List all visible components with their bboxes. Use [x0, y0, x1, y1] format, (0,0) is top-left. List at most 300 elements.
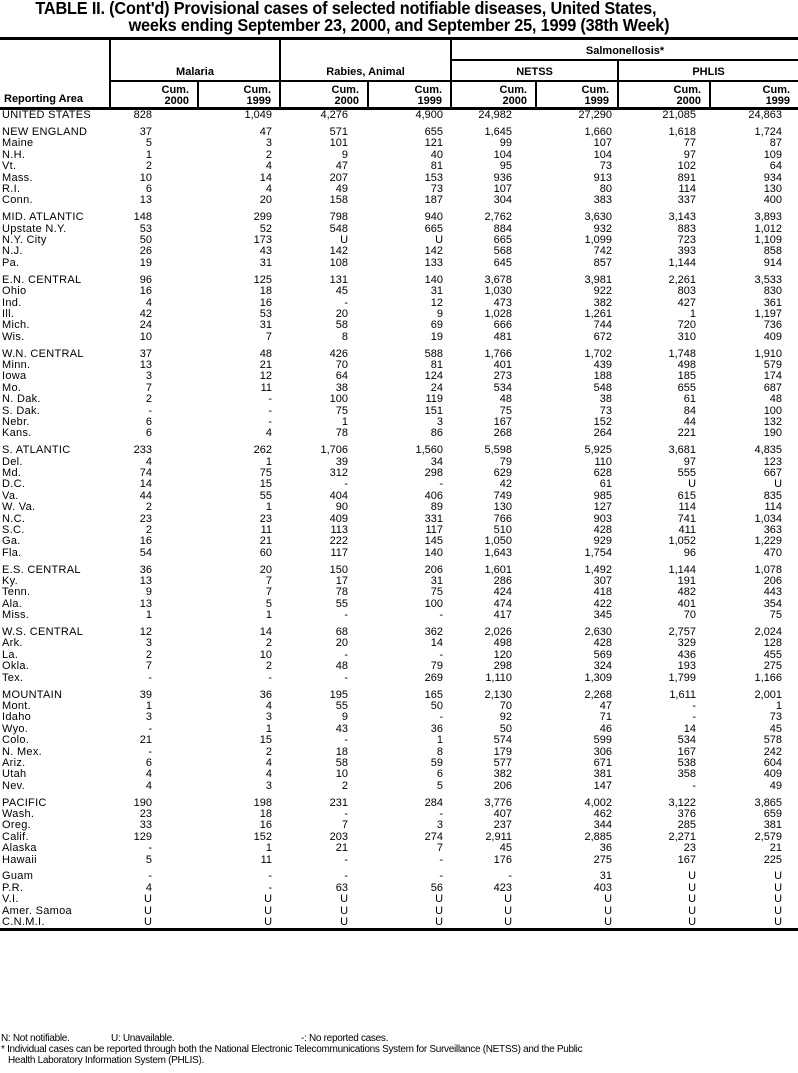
reporting-area-cell: Mich. — [2, 319, 30, 332]
value-cell: 1,702 — [584, 347, 613, 360]
value-cell: 555 — [677, 467, 697, 480]
value-cell: 548 — [593, 381, 613, 394]
value-cell: 140 — [424, 273, 444, 286]
value-cell: 37 — [139, 126, 152, 139]
value-cell: 49 — [335, 183, 349, 196]
value-cell: 114 — [764, 501, 783, 514]
value-cell: 48 — [335, 660, 349, 673]
value-cell: 345 — [593, 609, 613, 622]
table-row — [0, 780, 798, 791]
value-cell: 23 — [139, 807, 152, 820]
value-cell: 73 — [599, 404, 613, 417]
value-cell: 5 — [145, 137, 152, 150]
value-cell: 13 — [139, 575, 152, 588]
value-cell: 87 — [769, 137, 783, 150]
value-cell: 16 — [139, 535, 152, 548]
value-cell: 393 — [677, 245, 697, 258]
table-row — [0, 905, 798, 916]
value-cell: - — [344, 671, 349, 684]
value-cell: 20 — [335, 637, 349, 650]
value-cell: 56 — [430, 881, 444, 894]
value-cell: 24,982 — [478, 109, 513, 122]
value-cell: 50 — [139, 234, 152, 247]
value-cell: U — [688, 870, 697, 883]
value-cell: 1 — [436, 734, 444, 747]
value-cell: 1,309 — [584, 671, 613, 684]
value-cell: 7 — [265, 575, 273, 588]
value-cell: 936 — [493, 171, 513, 184]
value-cell: 81 — [430, 160, 444, 173]
value-cell: 1,030 — [484, 285, 513, 298]
value-cell: 588 — [424, 347, 444, 360]
value-cell: 304 — [493, 194, 513, 207]
value-cell: 78 — [335, 586, 349, 599]
value-cell: 152 — [593, 415, 613, 428]
reporting-area-cell: W.S. CENTRAL — [2, 626, 84, 639]
table-row — [0, 871, 798, 882]
value-cell: - — [268, 881, 273, 894]
reporting-area-cell: Ark. — [2, 637, 23, 650]
value-cell: 206 — [763, 575, 783, 588]
value-cell: U — [451, 917, 536, 930]
value-cell: 19 — [139, 256, 152, 269]
value-cell: 47 — [599, 699, 613, 712]
reporting-area-cell: Nebr. — [2, 415, 30, 428]
table-row — [0, 672, 798, 683]
value-cell: 1,034 — [754, 512, 783, 525]
value-cell: 52 — [259, 222, 273, 235]
value-cell: 153 — [424, 171, 444, 184]
reporting-area-cell: Calif. — [2, 830, 29, 843]
value-cell: 903 — [593, 512, 613, 525]
value-cell: 1,144 — [668, 563, 697, 576]
value-cell: 10 — [139, 171, 152, 184]
value-cell: 99 — [499, 137, 513, 150]
value-cell: 26 — [139, 245, 152, 258]
value-cell: 2 — [145, 648, 152, 661]
value-cell: U — [710, 917, 798, 930]
value-cell: 406 — [424, 489, 444, 502]
value-cell: 409 — [763, 768, 783, 781]
value-cell: 70 — [335, 359, 349, 371]
value-cell: 18 — [259, 285, 273, 298]
value-cell: 1 — [265, 722, 273, 735]
value-cell: 24,863 — [748, 109, 783, 122]
value-cell: 439 — [593, 359, 613, 371]
value-cell: 54 — [139, 546, 152, 559]
table-row — [0, 320, 798, 331]
value-cell: 14 — [139, 478, 152, 491]
value-cell: 14 — [430, 637, 444, 650]
value-cell: 629 — [493, 467, 513, 480]
value-cell: 21 — [259, 359, 273, 371]
reporting-area-cell: UNITED STATES — [2, 109, 92, 122]
value-cell: 188 — [593, 370, 613, 383]
value-cell: 383 — [593, 194, 613, 207]
value-cell: 73 — [769, 711, 783, 724]
reporting-area-cell: Fla. — [2, 546, 22, 559]
value-cell: - — [268, 393, 273, 406]
value-cell: 3 — [145, 637, 152, 650]
value-cell: 142 — [329, 245, 349, 258]
value-cell: 4,900 — [415, 109, 444, 122]
reporting-area-cell: Okla. — [2, 660, 30, 673]
value-cell: 36 — [599, 842, 613, 855]
value-cell: 2,268 — [584, 688, 613, 701]
value-cell: 742 — [593, 245, 613, 258]
value-cell: 100 — [329, 393, 349, 406]
table-row — [0, 286, 798, 297]
value-cell: 6 — [145, 183, 152, 196]
value-cell: 74 — [139, 467, 152, 480]
value-cell: 31 — [599, 870, 613, 883]
value-cell: 264 — [593, 427, 613, 440]
value-cell: 31 — [259, 256, 273, 269]
value-cell: 2,885 — [584, 830, 613, 843]
table-row — [0, 701, 798, 712]
value-cell: 1 — [145, 609, 152, 622]
value-cell: U — [198, 917, 280, 930]
value-cell: 75 — [259, 467, 273, 480]
value-cell: 69 — [430, 319, 444, 332]
value-cell: 198 — [253, 796, 273, 809]
value-cell: 4 — [145, 779, 152, 792]
table-row — [0, 127, 798, 138]
value-cell: 5 — [265, 597, 273, 610]
reporting-area-cell: N.J. — [2, 245, 23, 258]
value-cell: U — [536, 917, 618, 930]
value-cell: - — [439, 807, 444, 820]
reporting-area-cell: V.I. — [2, 893, 19, 906]
value-cell: 34 — [430, 455, 444, 468]
value-cell: 131 — [329, 273, 349, 286]
value-cell: 97 — [683, 455, 697, 468]
value-cell: 3,981 — [584, 273, 613, 286]
value-cell: 940 — [424, 211, 444, 224]
value-cell: 42 — [139, 307, 152, 320]
value-cell: 20 — [335, 307, 349, 320]
value-cell: 1,601 — [484, 563, 513, 576]
value-cell: 361 — [763, 296, 783, 309]
reporting-area-cell: Ga. — [2, 535, 21, 548]
value-cell: U — [604, 904, 613, 917]
table-row — [0, 843, 798, 854]
header-phlis-2000: Cum. 2000 — [618, 81, 710, 109]
value-cell: 324 — [593, 660, 613, 673]
value-cell: 21,085 — [662, 109, 697, 122]
table-row — [0, 832, 798, 843]
value-cell: 1,660 — [584, 126, 613, 139]
value-cell: - — [344, 648, 349, 661]
value-cell: - — [344, 609, 349, 622]
value-cell: 473 — [493, 296, 513, 309]
value-cell: 985 — [593, 489, 613, 502]
value-cell: 1,099 — [584, 234, 613, 247]
value-cell: 18 — [335, 745, 349, 758]
value-cell: 79 — [430, 660, 444, 673]
value-cell: 312 — [329, 467, 349, 480]
value-cell: 2 — [265, 745, 273, 758]
value-cell: 145 — [424, 535, 444, 548]
value-cell: 3 — [145, 370, 152, 383]
table-row — [0, 332, 798, 343]
value-cell: 2,911 — [485, 830, 513, 843]
value-cell: 1 — [265, 501, 273, 514]
value-cell: 6 — [145, 427, 152, 440]
reporting-area-cell: Ky. — [2, 575, 18, 588]
reporting-area-cell: N.H. — [2, 148, 26, 161]
reporting-area-cell: R.I. — [2, 183, 21, 196]
value-cell: 101 — [329, 137, 349, 150]
value-cell: - — [148, 404, 152, 417]
reporting-area-cell: Mont. — [2, 699, 32, 712]
value-cell: 124 — [424, 370, 444, 383]
value-cell: 24 — [139, 319, 152, 332]
value-cell: 75 — [769, 609, 783, 622]
value-cell: 423 — [493, 881, 513, 894]
table-row — [0, 894, 798, 905]
value-cell: 481 — [493, 330, 513, 343]
value-cell: 140 — [424, 546, 444, 559]
value-cell: 4,002 — [584, 796, 613, 809]
reporting-area-cell: Md. — [2, 467, 22, 480]
value-cell: 3,678 — [484, 273, 513, 286]
value-cell: 2 — [265, 148, 273, 161]
value-cell: U — [774, 904, 783, 917]
value-cell: 400 — [763, 194, 783, 207]
value-cell: 482 — [677, 586, 697, 599]
value-cell: 4 — [145, 455, 152, 468]
value-cell: 2,024 — [754, 626, 783, 639]
value-cell: - — [148, 745, 152, 758]
value-cell: 7 — [436, 842, 444, 855]
value-cell: 1,910 — [754, 347, 783, 360]
value-cell: 1,110 — [485, 671, 513, 684]
value-cell: 43 — [335, 722, 349, 735]
value-cell: 2,130 — [484, 688, 513, 701]
value-cell: 687 — [763, 381, 783, 394]
table-row — [0, 638, 798, 649]
value-cell: 61 — [599, 478, 613, 491]
value-cell: 443 — [763, 586, 783, 599]
value-cell: 152 — [253, 830, 273, 843]
value-cell: 401 — [677, 597, 697, 610]
value-cell: 110 — [594, 455, 613, 468]
footnote-asterisk-1: * Individual cases can be reported through both the National Electronic Telecommunications System for Surveillance (NETSS) and the Public — [1, 1044, 583, 1055]
value-cell: 117 — [330, 546, 349, 559]
value-cell: 744 — [593, 319, 613, 332]
value-cell: 3,122 — [668, 796, 697, 809]
value-cell: 195 — [329, 688, 349, 701]
value-cell: 44 — [683, 415, 697, 428]
table-row — [0, 383, 798, 394]
value-cell: 286 — [493, 575, 513, 588]
value-cell: 579 — [763, 359, 783, 371]
reporting-area-cell: Ohio — [2, 285, 27, 298]
value-cell: U — [688, 881, 697, 894]
value-cell: 2 — [145, 160, 152, 173]
value-cell: 1,643 — [484, 546, 513, 559]
value-cell: 173 — [253, 234, 273, 247]
value-cell: 6 — [145, 415, 152, 428]
value-cell: 666 — [493, 319, 513, 332]
value-cell: 4 — [145, 296, 152, 309]
value-cell: 723 — [677, 234, 697, 247]
value-cell: U — [688, 893, 697, 906]
reporting-area-cell: Wis. — [2, 330, 25, 343]
table-row — [0, 712, 798, 723]
value-cell: 1 — [145, 699, 152, 712]
value-cell: 58 — [335, 319, 349, 332]
value-cell: 96 — [139, 273, 152, 286]
value-cell: - — [508, 870, 513, 883]
value-cell: 167 — [493, 415, 513, 428]
reporting-area-cell: Conn. — [2, 194, 33, 207]
value-cell: 7 — [145, 660, 152, 673]
value-cell: 1 — [265, 842, 273, 855]
value-cell: 1,492 — [584, 563, 613, 576]
header-netss-2000: Cum. 2000 — [451, 81, 536, 109]
value-cell: 128 — [763, 637, 783, 650]
value-cell: 15 — [259, 734, 273, 747]
value-cell: 269 — [424, 671, 444, 684]
value-cell: 49 — [769, 779, 783, 792]
value-cell: 913 — [593, 171, 613, 184]
value-cell: 11 — [260, 523, 273, 536]
reporting-area-cell: Mo. — [2, 381, 22, 394]
value-cell: 409 — [763, 330, 783, 343]
reporting-area-cell: Del. — [2, 455, 23, 468]
table-row — [0, 212, 798, 223]
value-cell: 45 — [769, 722, 783, 735]
value-cell: 3 — [436, 819, 444, 832]
value-cell: 655 — [424, 126, 444, 139]
value-cell: 18 — [259, 807, 273, 820]
value-cell: 125 — [253, 273, 273, 286]
value-cell: 275 — [593, 853, 613, 866]
value-cell: 16 — [139, 285, 152, 298]
value-cell: 665 — [493, 234, 513, 247]
reporting-area-cell: N.Y. City — [2, 234, 47, 247]
value-cell: 43 — [259, 245, 273, 258]
reporting-area-cell: Mass. — [2, 171, 33, 184]
value-cell: 2,762 — [484, 211, 513, 224]
reporting-area-cell: La. — [2, 648, 19, 661]
value-cell: 1,748 — [668, 347, 697, 360]
reporting-area-cell: Va. — [2, 489, 19, 502]
value-cell: 2,026 — [484, 626, 513, 639]
value-cell: 306 — [593, 745, 613, 758]
value-cell: 4 — [265, 699, 273, 712]
value-cell: 70 — [499, 699, 513, 712]
value-cell: - — [268, 671, 273, 684]
value-cell: 404 — [329, 489, 349, 502]
table-row — [0, 161, 798, 172]
reporting-area-cell: Ala. — [2, 597, 23, 610]
value-cell: 58 — [335, 756, 349, 769]
reporting-area-cell: E.S. CENTRAL — [2, 563, 81, 576]
table-row — [0, 445, 798, 456]
reporting-area-cell: Utah — [2, 768, 27, 781]
value-cell: 167 — [677, 853, 697, 866]
value-cell: 262 — [253, 444, 273, 457]
value-cell: 80 — [599, 183, 613, 196]
table-row — [0, 195, 798, 206]
value-cell: 108 — [329, 256, 349, 269]
value-cell: 130 — [763, 183, 783, 196]
value-cell: 231 — [329, 796, 349, 809]
value-cell: 426 — [329, 347, 349, 360]
value-cell: 1,560 — [415, 444, 444, 457]
value-cell: 107 — [493, 183, 513, 196]
value-cell: 233 — [133, 444, 152, 457]
value-cell: 427 — [677, 296, 697, 309]
table-row — [0, 854, 798, 865]
table-row — [0, 587, 798, 598]
value-cell: 129 — [133, 830, 152, 843]
value-cell: 14 — [259, 626, 273, 639]
value-cell: 207 — [329, 171, 349, 184]
value-cell: 275 — [763, 660, 783, 673]
header-phlis-1999: Cum. 1999 — [710, 81, 798, 109]
value-cell: 71 — [599, 711, 613, 724]
value-cell: 185 — [677, 370, 697, 383]
value-cell: 10 — [259, 648, 273, 661]
value-cell: 4,276 — [320, 109, 349, 122]
reporting-area-cell: S.C. — [2, 523, 25, 536]
value-cell: 574 — [493, 734, 513, 747]
value-cell: 671 — [593, 756, 613, 769]
reporting-area-cell: Hawaii — [2, 853, 37, 866]
value-cell: U — [774, 870, 783, 883]
value-cell: 1,050 — [484, 535, 513, 548]
reporting-area-cell: Nev. — [2, 779, 26, 792]
value-cell: 2 — [145, 501, 152, 514]
value-cell: U — [504, 904, 513, 917]
value-cell: 268 — [493, 427, 513, 440]
value-cell: 1,724 — [754, 126, 783, 139]
disease-table — [0, 37, 798, 931]
value-cell: 2,579 — [754, 830, 783, 843]
value-cell: 934 — [763, 171, 783, 184]
value-cell: 1,049 — [244, 109, 273, 122]
value-cell: - — [268, 415, 273, 428]
reporting-area-cell: W.N. CENTRAL — [2, 347, 84, 360]
value-cell: 133 — [424, 256, 444, 269]
value-cell: 95 — [499, 160, 513, 173]
header-netss: NETSS — [451, 60, 618, 81]
value-cell: 1,144 — [668, 256, 697, 269]
value-cell: 9 — [145, 586, 152, 599]
value-cell: 655 — [677, 381, 697, 394]
value-cell: 1,229 — [754, 535, 783, 548]
footnote-asterisk-2: Health Laboratory Information System (PHLIS). — [8, 1055, 205, 1066]
value-cell: 376 — [677, 807, 697, 820]
value-cell: - — [344, 870, 349, 883]
reporting-area-cell: Wyo. — [2, 722, 29, 735]
value-cell: 6 — [145, 756, 152, 769]
value-cell: 307 — [593, 575, 613, 588]
value-cell: 17 — [335, 575, 349, 588]
value-cell: 21 — [259, 535, 273, 548]
value-cell: 40 — [430, 148, 444, 161]
reporting-area-cell: N. Dak. — [2, 393, 41, 406]
value-cell: 4 — [265, 160, 273, 173]
reporting-area-cell: Colo. — [2, 734, 30, 747]
value-cell: 109 — [763, 148, 783, 161]
value-cell: 1,012 — [754, 222, 783, 235]
header-salmonellosis: Salmonellosis* — [451, 39, 798, 61]
